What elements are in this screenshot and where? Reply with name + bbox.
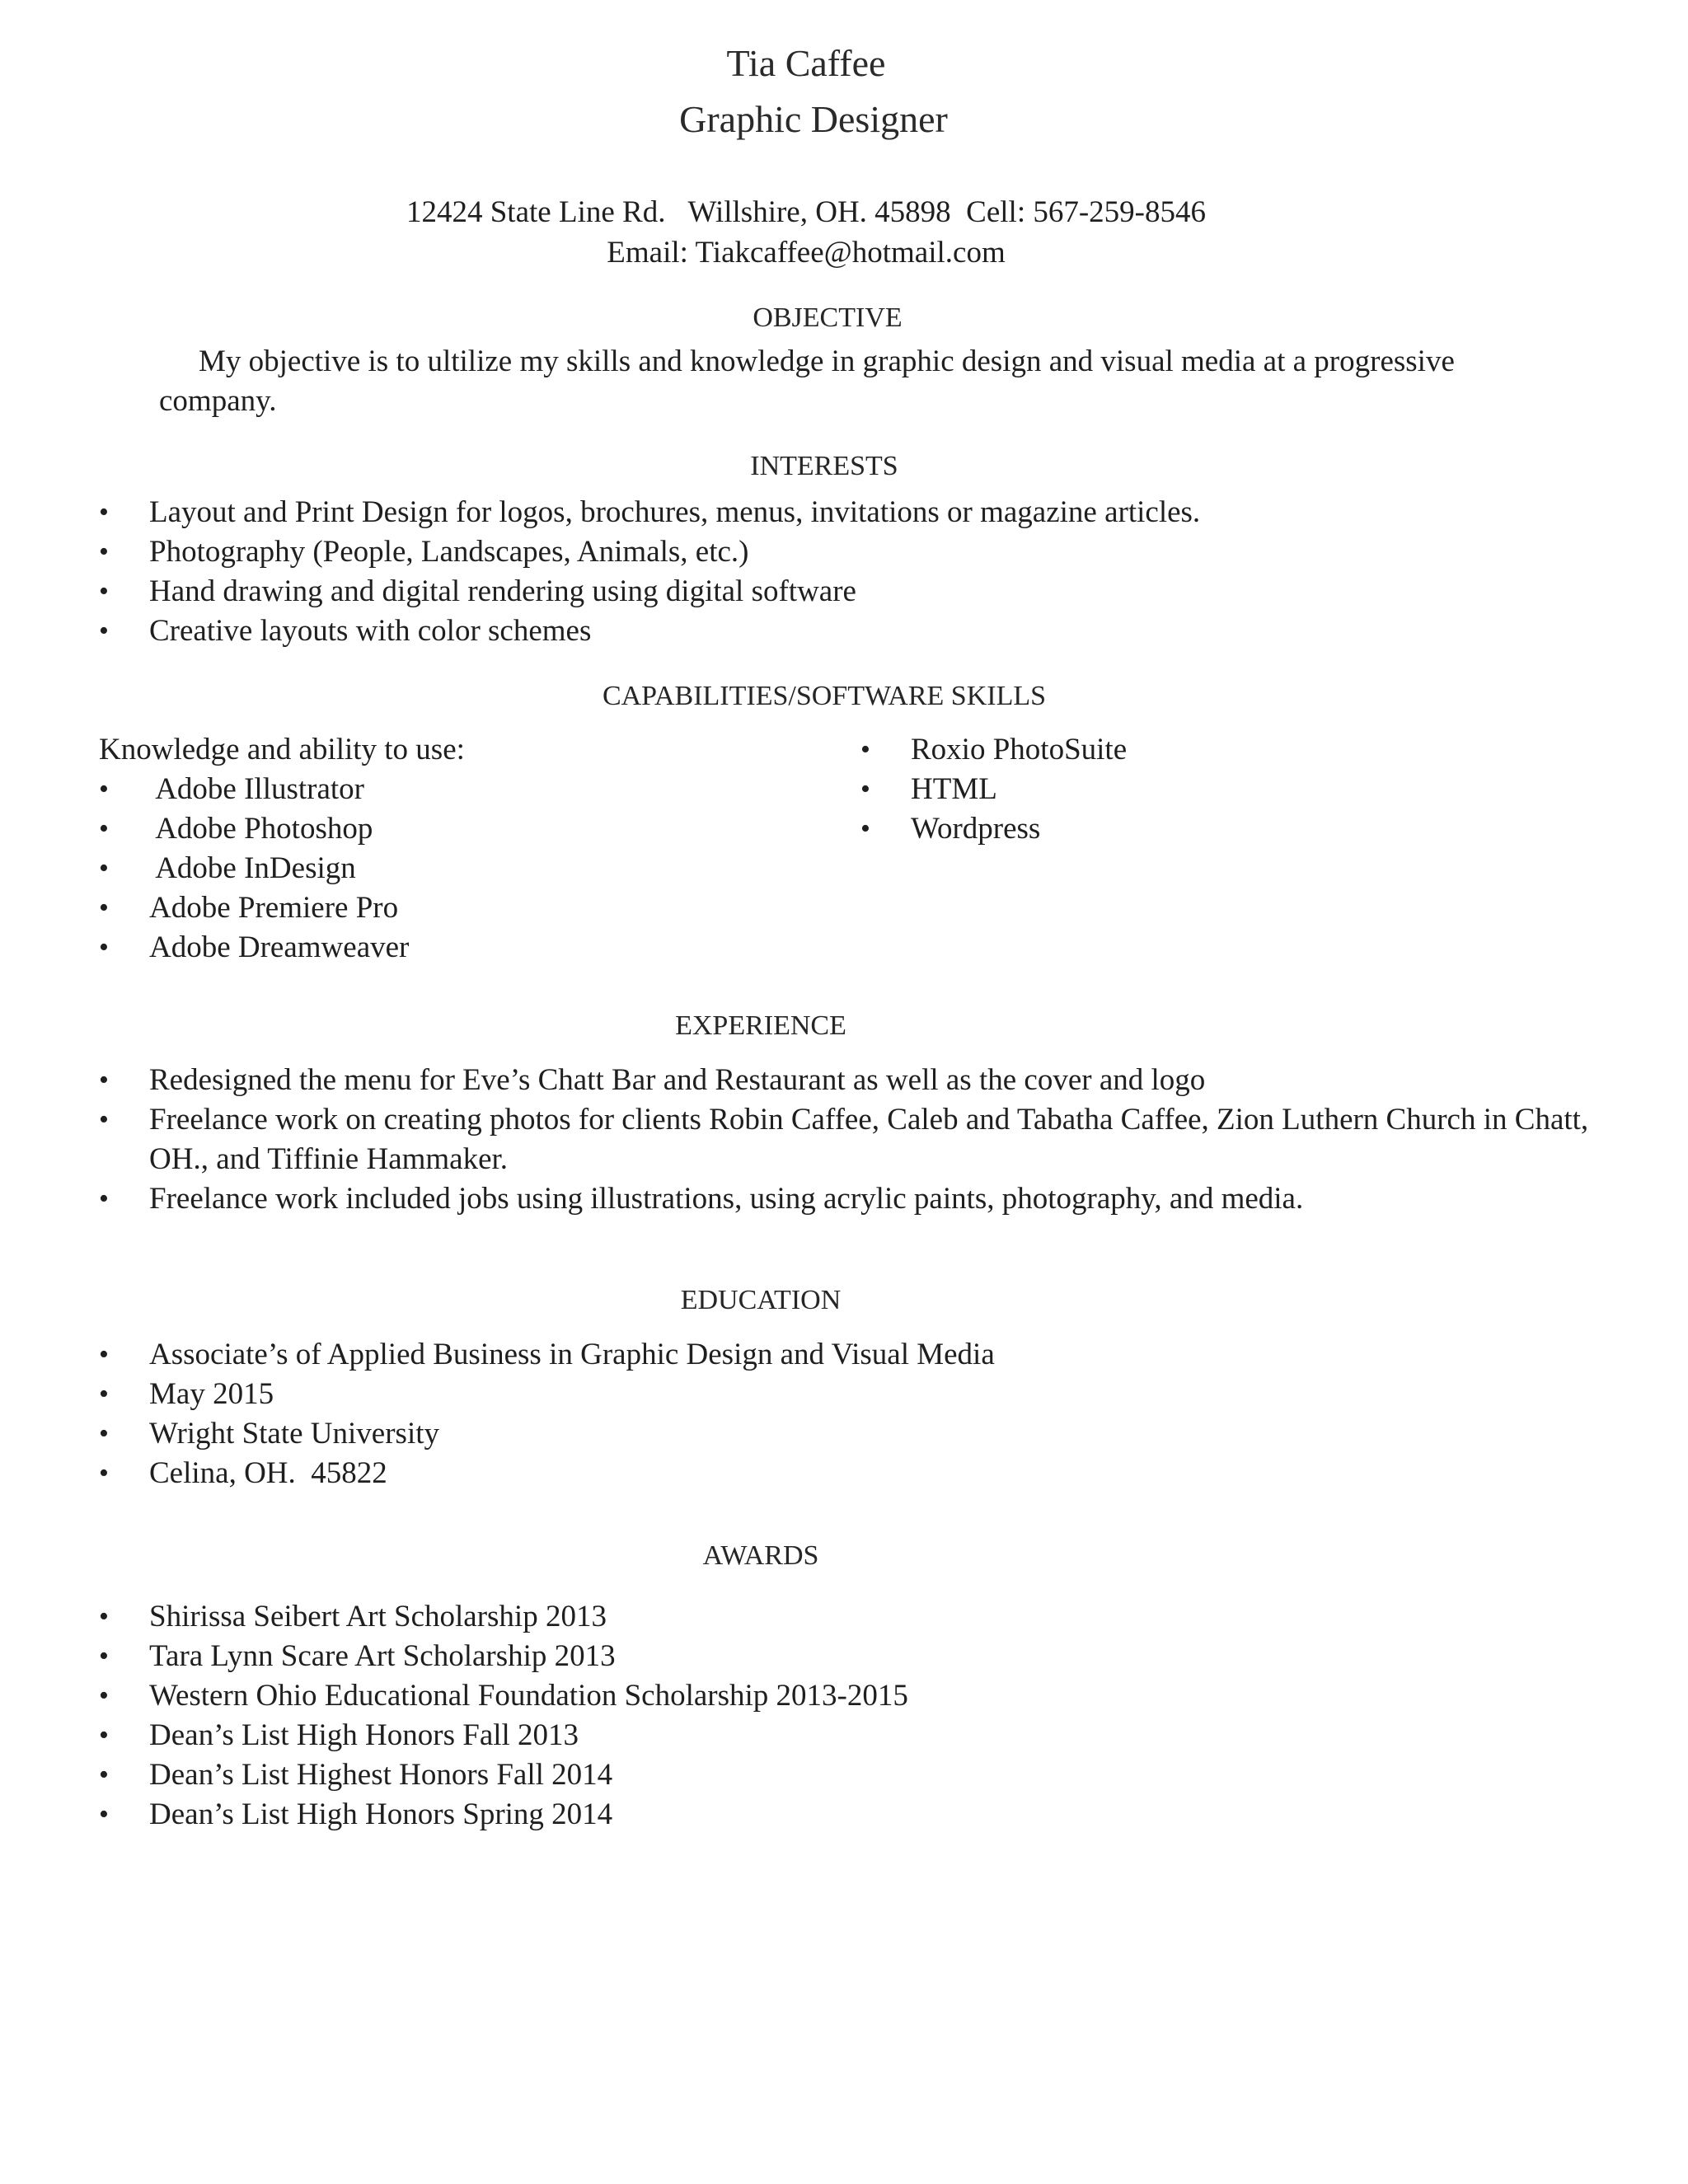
list-item: • May 2015 (99, 1375, 1500, 1414)
objective-heading: OBJECTIVE (753, 302, 903, 333)
list-item: • Hand drawing and digital rendering using digital software (99, 572, 1582, 612)
list-item: • Dean’s List High Honors Spring 2014 (99, 1795, 1500, 1835)
list-item: • Tara Lynn Scare Art Scholarship 2013 (99, 1637, 1500, 1676)
list-item: • Layout and Print Design for logos, brochures, menus, invitations or magazine articles. (99, 493, 1582, 532)
experience-list (99, 1061, 1607, 1219)
list-item: • Creative layouts with color schemes (99, 612, 1582, 651)
list-item: • Adobe Dreamweaver (99, 928, 824, 968)
capabilities-intro: Knowledge and ability to use: (99, 733, 465, 766)
list-item: • Adobe Photoshop (99, 809, 824, 849)
list-item: • Associate’s of Applied Business in Graphic Design and Visual Media (99, 1335, 1500, 1375)
awards-heading: AWARDS (702, 1540, 819, 1571)
list-item: • Adobe Premiere Pro (99, 888, 824, 928)
education-list (99, 1335, 1500, 1493)
list-item: • Dean’s List Highest Honors Fall 2014 (99, 1755, 1500, 1795)
list-item: • Celina, OH. 45822 (99, 1454, 1500, 1493)
education-heading: EDUCATION (680, 1285, 842, 1315)
skills-list-left (99, 770, 824, 968)
list-item: • Adobe Illustrator (99, 770, 824, 809)
list-item: • Dean’s List High Honors Fall 2013 (99, 1716, 1500, 1755)
list-item: • Shirissa Seibert Art Scholarship 2013 (99, 1597, 1500, 1637)
objective-text: My objective is to ultilize my skills and knowledge in graphic design and visual media at a progressive company. (159, 344, 1455, 418)
list-item: • Roxio PhotoSuite (860, 730, 1520, 770)
list-item: • Wordpress (860, 809, 1520, 849)
applicant-name: Tia Caffee (726, 42, 886, 84)
contact-address-phone: 12424 State Line Rd. Willshire, OH. 45898 Cell: 567-259-8546 (406, 195, 1207, 229)
experience-heading: EXPERIENCE (675, 1010, 846, 1041)
list-item: • Photography (People, Landscapes, Animals, etc.) (99, 532, 1582, 572)
list-item: • Freelance work on creating photos for clients Robin Caffee, Caleb and Tabatha Caffee, Zion Luthern Church in Chatt, OH., and Tiffinie Hammaker. (99, 1100, 1607, 1179)
capabilities-heading: CAPABILITIES/SOFTWARE SKILLS (602, 681, 1047, 711)
list-item: • HTML (860, 770, 1520, 809)
skills-list-right (860, 730, 1520, 849)
applicant-title: Graphic Designer (679, 98, 948, 140)
interests-list (99, 493, 1582, 651)
interests-heading: INTERESTS (750, 451, 898, 481)
list-item: • Adobe InDesign (99, 849, 824, 888)
list-item: • Western Ohio Educational Foundation Scholarship 2013-2015 (99, 1676, 1500, 1716)
list-item: • Redesigned the menu for Eve’s Chatt Bar and Restaurant as well as the cover and logo (99, 1061, 1607, 1100)
list-item: • Freelance work included jobs using illustrations, using acrylic paints, photography, and media. (99, 1179, 1607, 1219)
contact-email: Email: Tiakcaffee@hotmail.com (607, 236, 1006, 269)
list-item: • Wright State University (99, 1414, 1500, 1454)
awards-list (99, 1597, 1500, 1835)
